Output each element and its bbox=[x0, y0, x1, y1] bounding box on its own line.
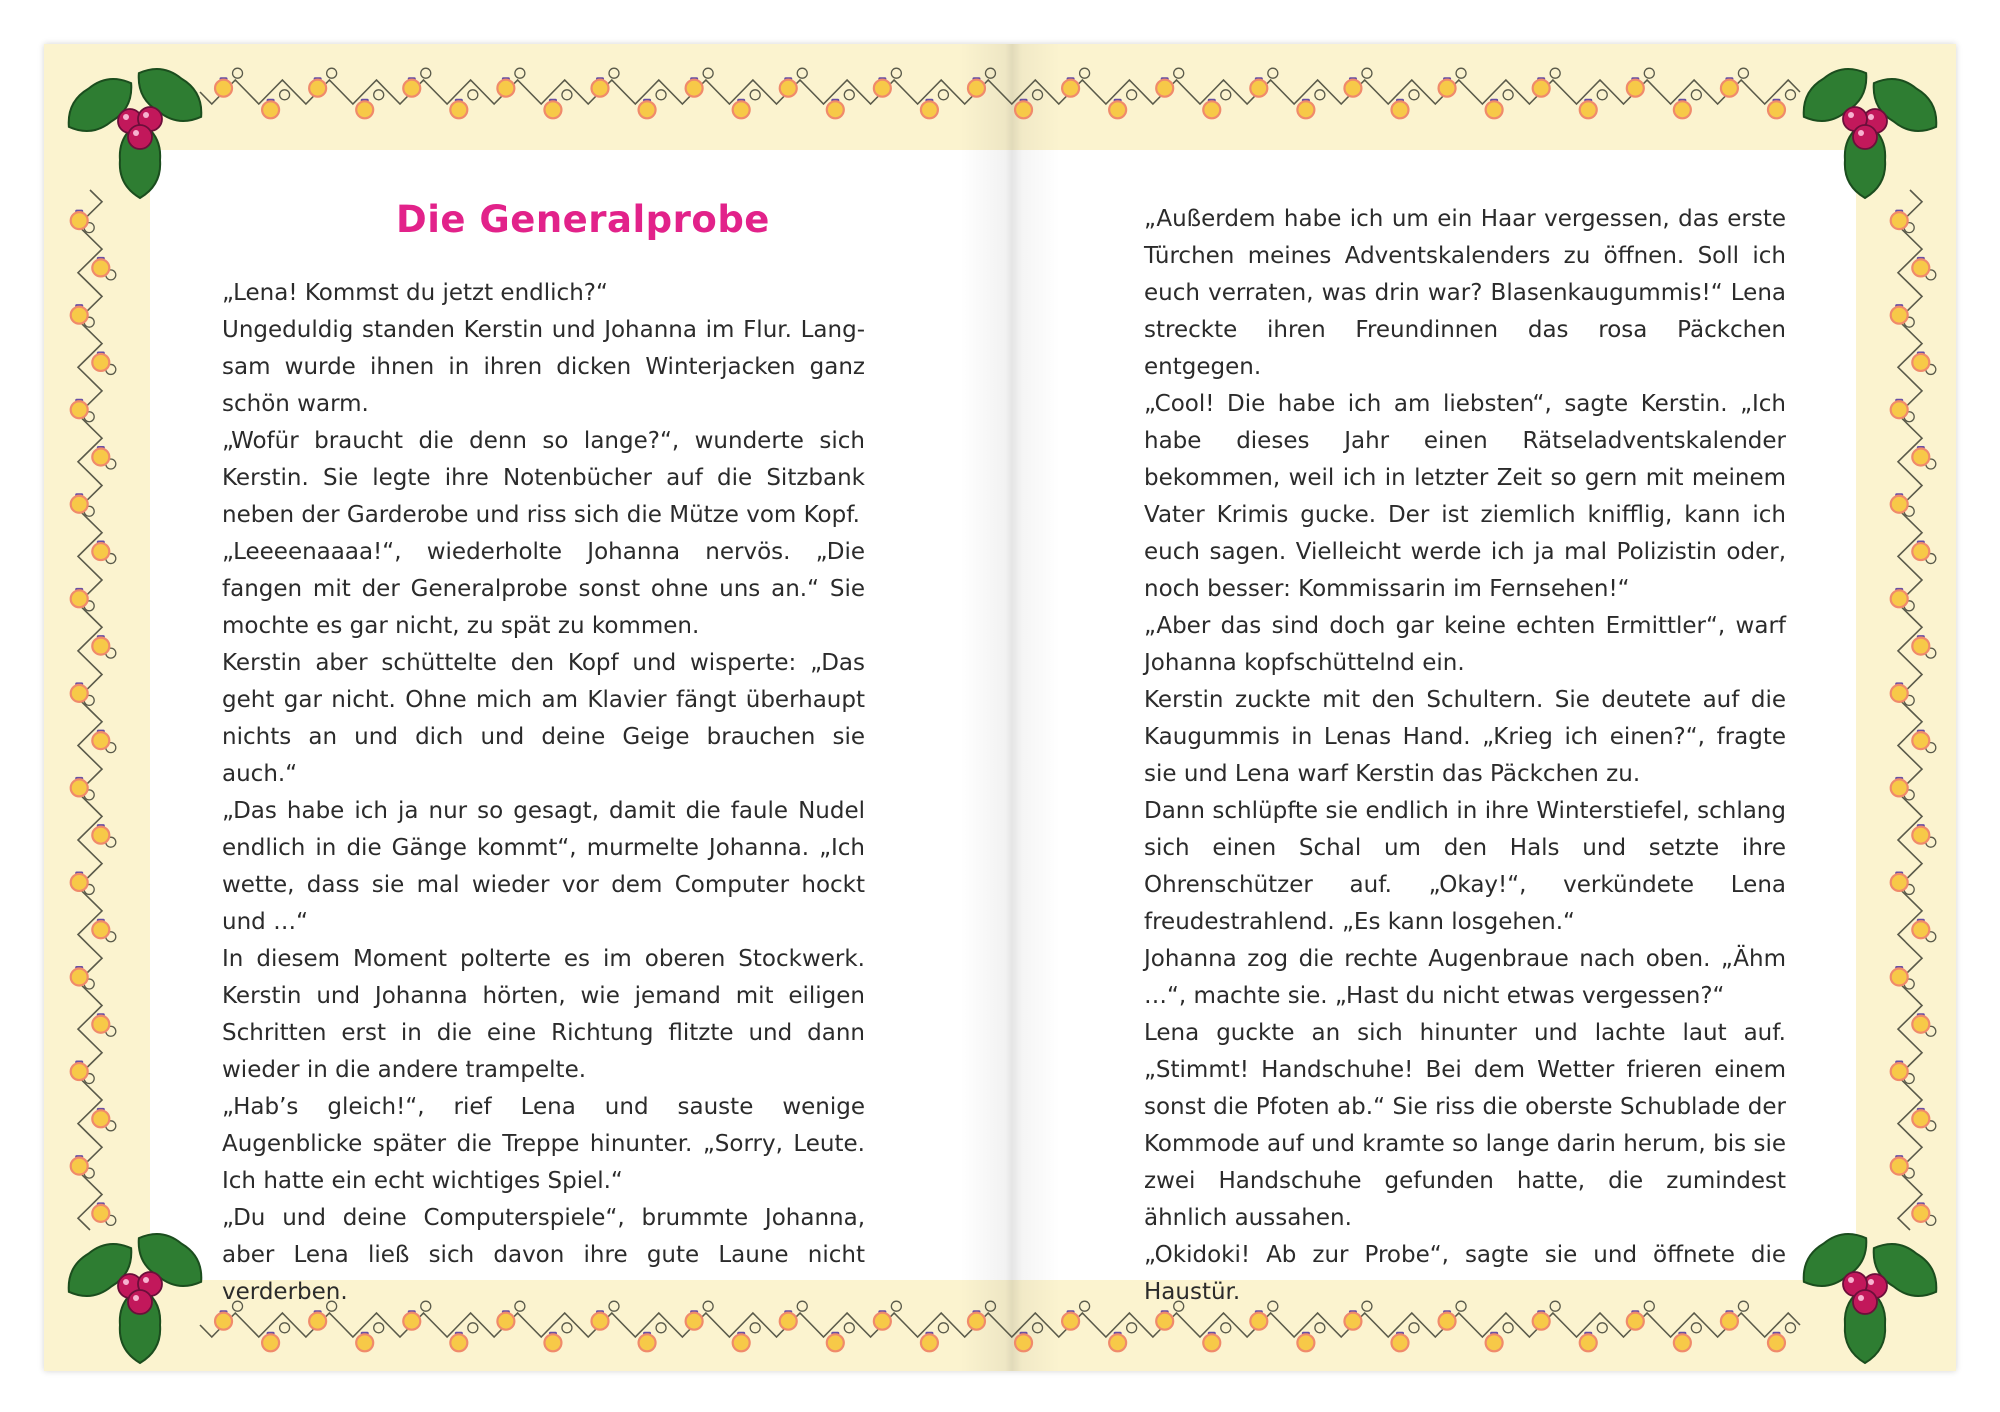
paragraph: „Du und deine Computerspiele“, brummte Johanna, aber Lena ließ sich davon ihre gute Laune nicht verderben. bbox=[222, 1205, 865, 1305]
paragraph: „Leeeenaaaa!“, wiederholte Johanna nervös. „Die fangen mit der Generalprobe sonst ohne uns an.“ Sie mochte es gar nicht, zu spät zu kommen. bbox=[222, 539, 865, 639]
book-gutter bbox=[960, 44, 1060, 1371]
paragraph: „Das habe ich ja nur so gesagt, damit die faule Nudel endlich in die Gänge kommt“, murmelte Johanna. „Ich wette, dass sie mal wieder vor dem Computer hockt und …“ bbox=[222, 798, 865, 935]
paragraph: „Wofür braucht die denn so lange?“, wunderte sich Kerstin. Sie legte ihre Notenbücher auf die Sitzbank neben der Garderobe und riss sich die Mütze vom Kopf. bbox=[222, 428, 865, 528]
paragraph: „Lena! Kommst du jetzt endlich?“ bbox=[222, 280, 608, 306]
paragraph: Ungeduldig standen Kerstin und Johanna im Flur. Langsam wurde ihnen in ihren dicken Winterjacken ganz schön warm. bbox=[222, 317, 865, 417]
paragraph: „Okidoki! Ab zur Probe“, sagte sie und öffnete die Haustür. bbox=[1144, 1242, 1786, 1305]
paragraph: Dann schlüpfte sie endlich in ihre Winterstiefel, schlang sich einen Schal um den Hals und setzte ihre Ohrenschützer auf. „Okay!“, verkündete Lena freudestrahlend. „Es kann losgehen.“ bbox=[1144, 798, 1786, 935]
left-page-text bbox=[222, 275, 865, 1311]
paragraph: „Hab’s gleich!“, rief Lena und sauste wenige Augenblicke später die Treppe hinunter. „Sorry, Leute. Ich hatte ein echt wichtiges Spiel.“ bbox=[222, 1094, 865, 1194]
paragraph: „Außerdem habe ich um ein Haar vergessen, das erste Türchen meines Adventskalenders zu öffnen. Soll ich euch verraten, was drin war? Blasenkaugummis!“ Lena streckte ihren Freundinnen das rosa Päckchen entgegen. bbox=[1144, 206, 1786, 380]
right-page-text bbox=[1144, 201, 1786, 1311]
paragraph: In diesem Moment polterte es im oberen Stockwerk. Kerstin und Johanna hörten, wie jemand mit eiligen Schritten erst in die eine Richtung flitzte und dann wieder in die andere trampelte. bbox=[222, 946, 865, 1083]
chapter-title: Die Generalprobe bbox=[396, 198, 770, 241]
paragraph: „Cool! Die habe ich am liebsten“, sagte Kerstin. „Ich habe dieses Jahr einen Rätseladventskalender bekommen, weil ich in letzter Zeit so gern mit meinem Vater Krimis gucke. Der ist ziemlich knifflig, kann ich euch sagen. Vielleicht werde ich ja mal Polizistin oder, noch besser: Kommissarin im Fernsehen!“ bbox=[1144, 391, 1786, 602]
paragraph: Kerstin zuckte mit den Schultern. Sie deutete auf die Kaugummis in Lenas Hand. „Krieg ich einen?“, fragte sie und Lena warf Kerstin das Päckchen zu. bbox=[1144, 687, 1786, 787]
paragraph: Johanna zog die rechte Augenbraue nach oben. „Ähm …“, machte sie. „Hast du nicht etwas vergessen?“ bbox=[1144, 946, 1786, 1009]
paragraph: „Aber das sind doch gar keine echten Ermittler“, warf Johanna kopfschüttelnd ein. bbox=[1144, 613, 1786, 676]
paragraph: Kerstin aber schüttelte den Kopf und wisperte: „Das geht gar nicht. Ohne mich am Klavier fängt überhaupt nichts an und dich und deine Geige brauchen sie auch.“ bbox=[222, 650, 865, 787]
paragraph: Lena guckte an sich hinunter und lachte laut auf. „Stimmt! Handschuhe! Bei dem Wetter frieren einem sonst die Pfoten ab.“ Sie riss die oberste Schublade der Kommode auf und kramte so lange darin herum, bis sie zwei Handschuhe gefunden hatte, die zumindest ähnlich aussahen. bbox=[1144, 1020, 1786, 1231]
